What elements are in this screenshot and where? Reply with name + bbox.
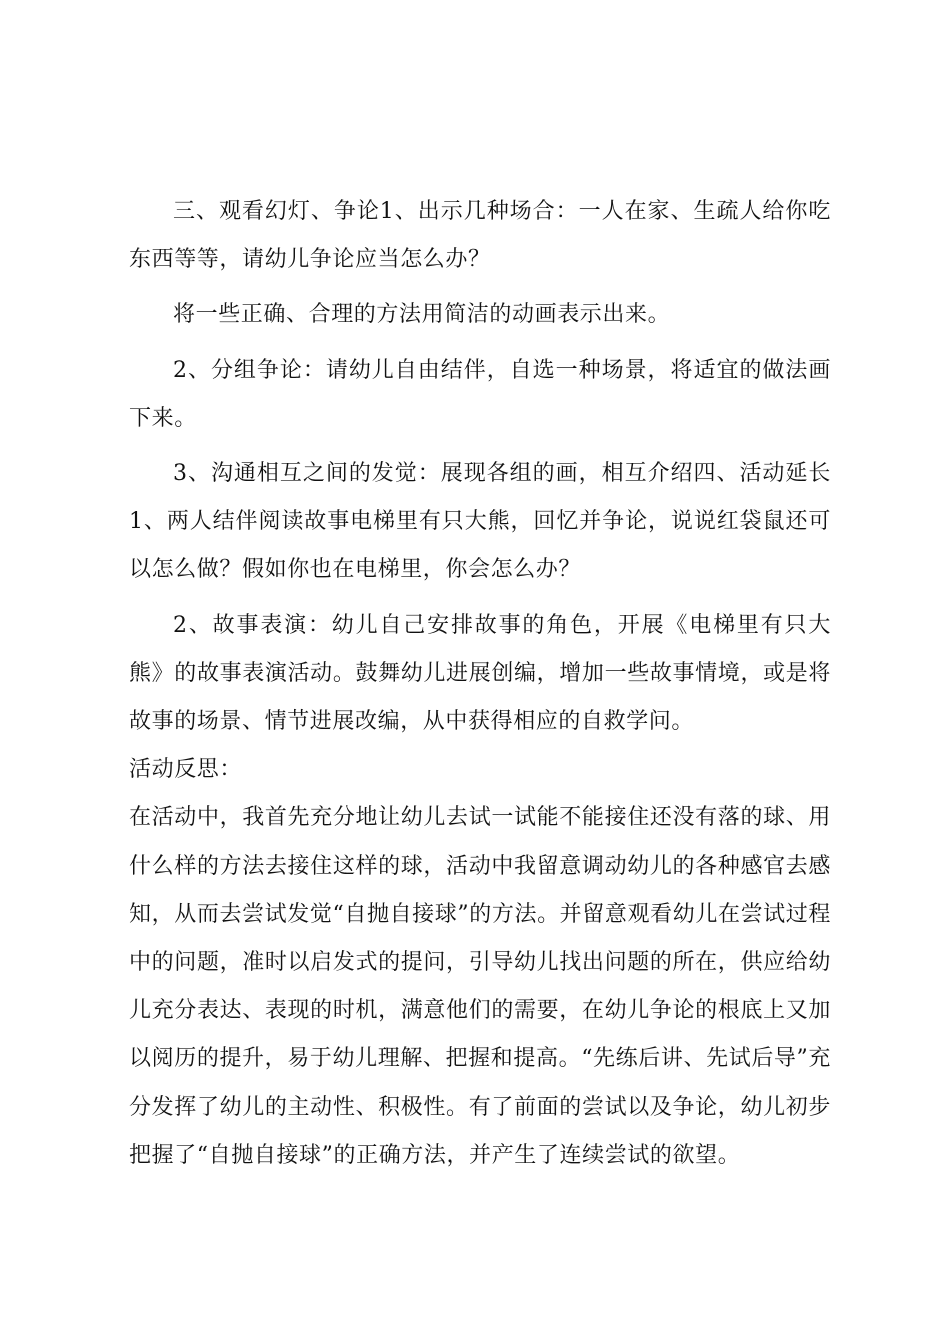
paragraph-slides-discussion: 三、观看幻灯、争论1、出示几种场合：一人在家、生疏人给你吃东西等等，请幼儿争论应当怎么办？ [129, 199, 831, 273]
paragraph-animation-methods: 将一些正确、合理的方法用简洁的动画表示出来。 [173, 302, 671, 328]
reflection-heading: 活动反思： [129, 757, 243, 783]
paragraph-story-performance: 2、故事表演：幼儿自己安排故事的角色，开展《电梯里有只大熊》的故事表演活动。鼓舞幼儿进展创编，增加一些故事情境，或是将故事的场景、情节进展改编，从中获得相应的自救学问。 [129, 612, 831, 735]
reflection-body: 在活动中，我首先充分地让幼儿去试一试能不能接住还没有落的球、用什么样的方法去接住这样的球，活动中我留意调动幼儿的各种感官去感知，从而去尝试发觉“自抛自接球”的方法。并留意观看幼儿在尝试过程中的问题，准时以启发式的提问，引导幼儿找出问题的所在，供应给幼儿充分表达、表现的时机，满意他们的需要，在幼儿争论的根底上又加以阅历的提升，易于幼儿理解、把握和提高。“先练后讲、先试后导”充分发挥了幼儿的主动性、积极性。有了前面的尝试以及争论，幼儿初步把握了“自抛自接球”的正确方法，并产生了连续尝试的欲望。 [129, 805, 831, 1168]
paragraph-share-findings: 3、沟通相互之间的发觉：展现各组的画，相互介绍四、活动延长1、两人结伴阅读故事电梯里有只大熊，回忆并争论，说说红袋鼠还可以怎么做？假如你也在电梯里，你会怎么办？ [129, 461, 831, 583]
paragraph-group-discussion: 2、分组争论：请幼儿自由结伴，自选一种场景，将适宜的做法画下来。 [129, 357, 831, 431]
document-body [129, 188, 831, 1180]
